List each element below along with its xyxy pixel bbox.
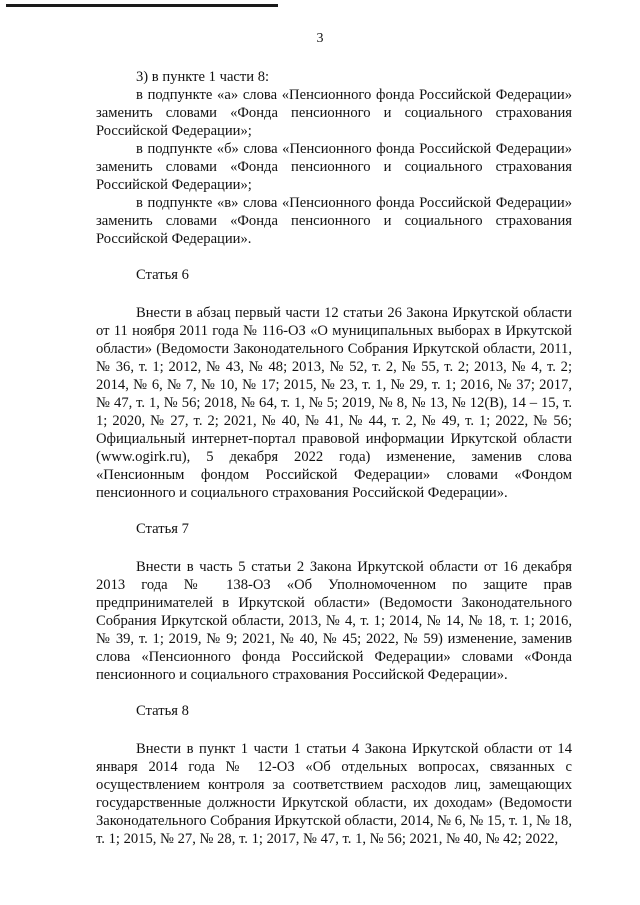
- article-6-heading: Статья 6: [136, 267, 189, 283]
- article-8-text: Внести в пункт 1 части 1 статьи 4 Закона Иркутской области от 14 января 2014 года № 12-ОЗ «Об отдельных вопросах, связанных с осуществлением контроля за соответствием расходов лиц, замещающих государственные должности Иркутской области, их доходам» (Ведомости Законодательного Собрания Иркутской области, 2014, № 6, № 15, т. 1, № 18, т. 1; 2015, № 27, № 28, т. 1; 2017, № 47, т. 1, № 56; 2021, № 40, № 42; 2022,: [96, 741, 572, 847]
- article-6-text: Внести в абзац первый части 12 статьи 26 Закона Иркутской области от 11 ноября 2011 года № 116-ОЗ «О муниципальных выборах в Иркутской области» (Ведомости Законодательного Собрания Иркутской области, 2011, № 36, т. 1; 2012, № 43, № 48; 2013, № 52, т. 2, № 55, т. 2; 2013, № 4, т. 2; 2014, № 6, № 7, № 10, № 17; 2015, № 23, т. 1, № 29, т. 1; 2016, № 37; 2017, № 47, т. 1, № 56; 2018, № 64, т. 1, № 5; 2019, № 8, № 13, № 12(В), 14 – 15, т. 1; 2020, № 27, т. 2; 2021, № 40, № 41, № 44, т. 2, № 49, т. 1; 2022, № 56; Официальный интернет-портал правовой информации Иркутской области (www.ogirk.ru), 5 декабря 2022 года) изменение, заменив слова «Пенсионным фондом Российской Федерации» словами «Фондом пенсионного и социального страхования Российской Федерации».: [96, 305, 572, 501]
- article-7-heading: Статья 7: [136, 521, 189, 537]
- page-number: 3: [316, 31, 324, 46]
- top-rule: [6, 4, 278, 7]
- article-8-heading: Статья 8: [136, 703, 189, 719]
- item3-intro: 3) в пункте 1 части 8:: [136, 69, 270, 85]
- document-body: [96, 68, 572, 848]
- item3-subitem-v: в подпункте «в» слова «Пенсионного фонда Российской Федерации» заменить словами «Фонда пенсионного и социального страхования Российской Федерации».: [96, 195, 572, 247]
- article-7-text: Внести в часть 5 статьи 2 Закона Иркутской области от 16 декабря 2013 года № 138-ОЗ «Об Уполномоченном по защите прав предпринимателей в Иркутской области» (Ведомости Законодательного Собрания Иркутской области, 2013, № 4, т. 1; 2014, № 14, № 18, т. 1; 2016, № 39, т. 1; 2019, № 9; 2021, № 40, № 45; 2022, № 59) изменение, заменив слова «Пенсионного фонда Российской Федерации» словами «Фонда пенсионного и социального страхования Российской Федерации».: [96, 559, 572, 683]
- item3-subitem-a: в подпункте «а» слова «Пенсионного фонда Российской Федерации» заменить словами «Фонда пенсионного и социального страхования Российской Федерации»;: [96, 87, 572, 139]
- item3-subitem-b: в подпункте «б» слова «Пенсионного фонда Российской Федерации» заменить словами «Фонда пенсионного и социального страхования Российской Федерации»;: [96, 141, 572, 193]
